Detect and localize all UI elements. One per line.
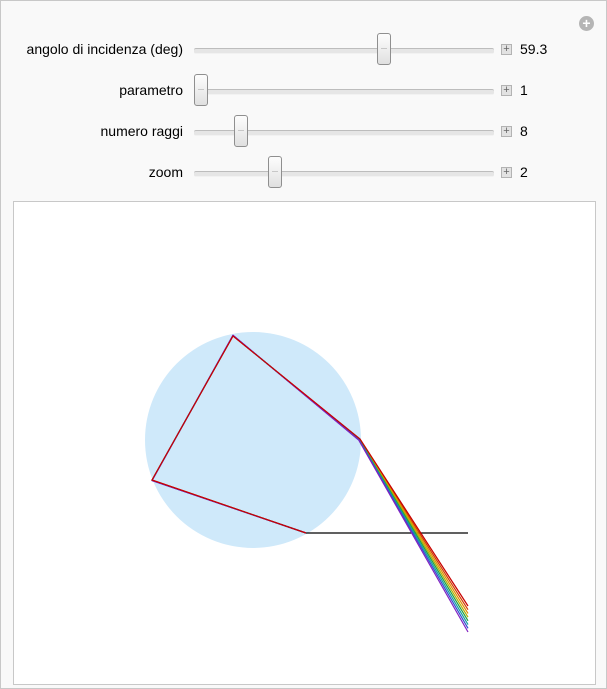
numero-raggi-slider[interactable] bbox=[194, 130, 494, 136]
parametro-value: 1 bbox=[520, 82, 528, 98]
add-icon[interactable]: + bbox=[579, 16, 594, 31]
control-parametro bbox=[1, 76, 606, 106]
zoom-slider[interactable] bbox=[194, 171, 494, 177]
incidence-angle-label: angolo di incidenza (deg) bbox=[26, 41, 183, 57]
numero-raggi-slider-thumb[interactable] bbox=[234, 115, 248, 147]
numero-raggi-plus-icon[interactable]: + bbox=[501, 126, 512, 137]
parametro-label: parametro bbox=[119, 82, 183, 98]
zoom-plus-icon[interactable]: + bbox=[501, 167, 512, 178]
incidence-angle-plus-icon[interactable]: + bbox=[501, 44, 512, 55]
control-incidence-angle bbox=[1, 35, 606, 65]
rainbow-ray-plot bbox=[13, 201, 596, 685]
parametro-plus-icon[interactable]: + bbox=[501, 85, 512, 96]
numero-raggi-label: numero raggi bbox=[100, 123, 183, 139]
zoom-slider-thumb[interactable] bbox=[268, 156, 282, 188]
numero-raggi-value: 8 bbox=[520, 123, 528, 139]
parametro-slider-thumb[interactable] bbox=[194, 74, 208, 106]
parametro-slider[interactable] bbox=[194, 89, 494, 95]
incidence-angle-slider[interactable] bbox=[194, 48, 494, 54]
zoom-value: 2 bbox=[520, 164, 528, 180]
zoom-label: zoom bbox=[148, 164, 183, 180]
ray-diagram bbox=[14, 202, 595, 684]
control-zoom bbox=[1, 158, 606, 188]
control-numero-raggi bbox=[1, 117, 606, 147]
incidence-angle-slider-thumb[interactable] bbox=[377, 33, 391, 65]
incidence-angle-value: 59.3 bbox=[520, 41, 548, 57]
